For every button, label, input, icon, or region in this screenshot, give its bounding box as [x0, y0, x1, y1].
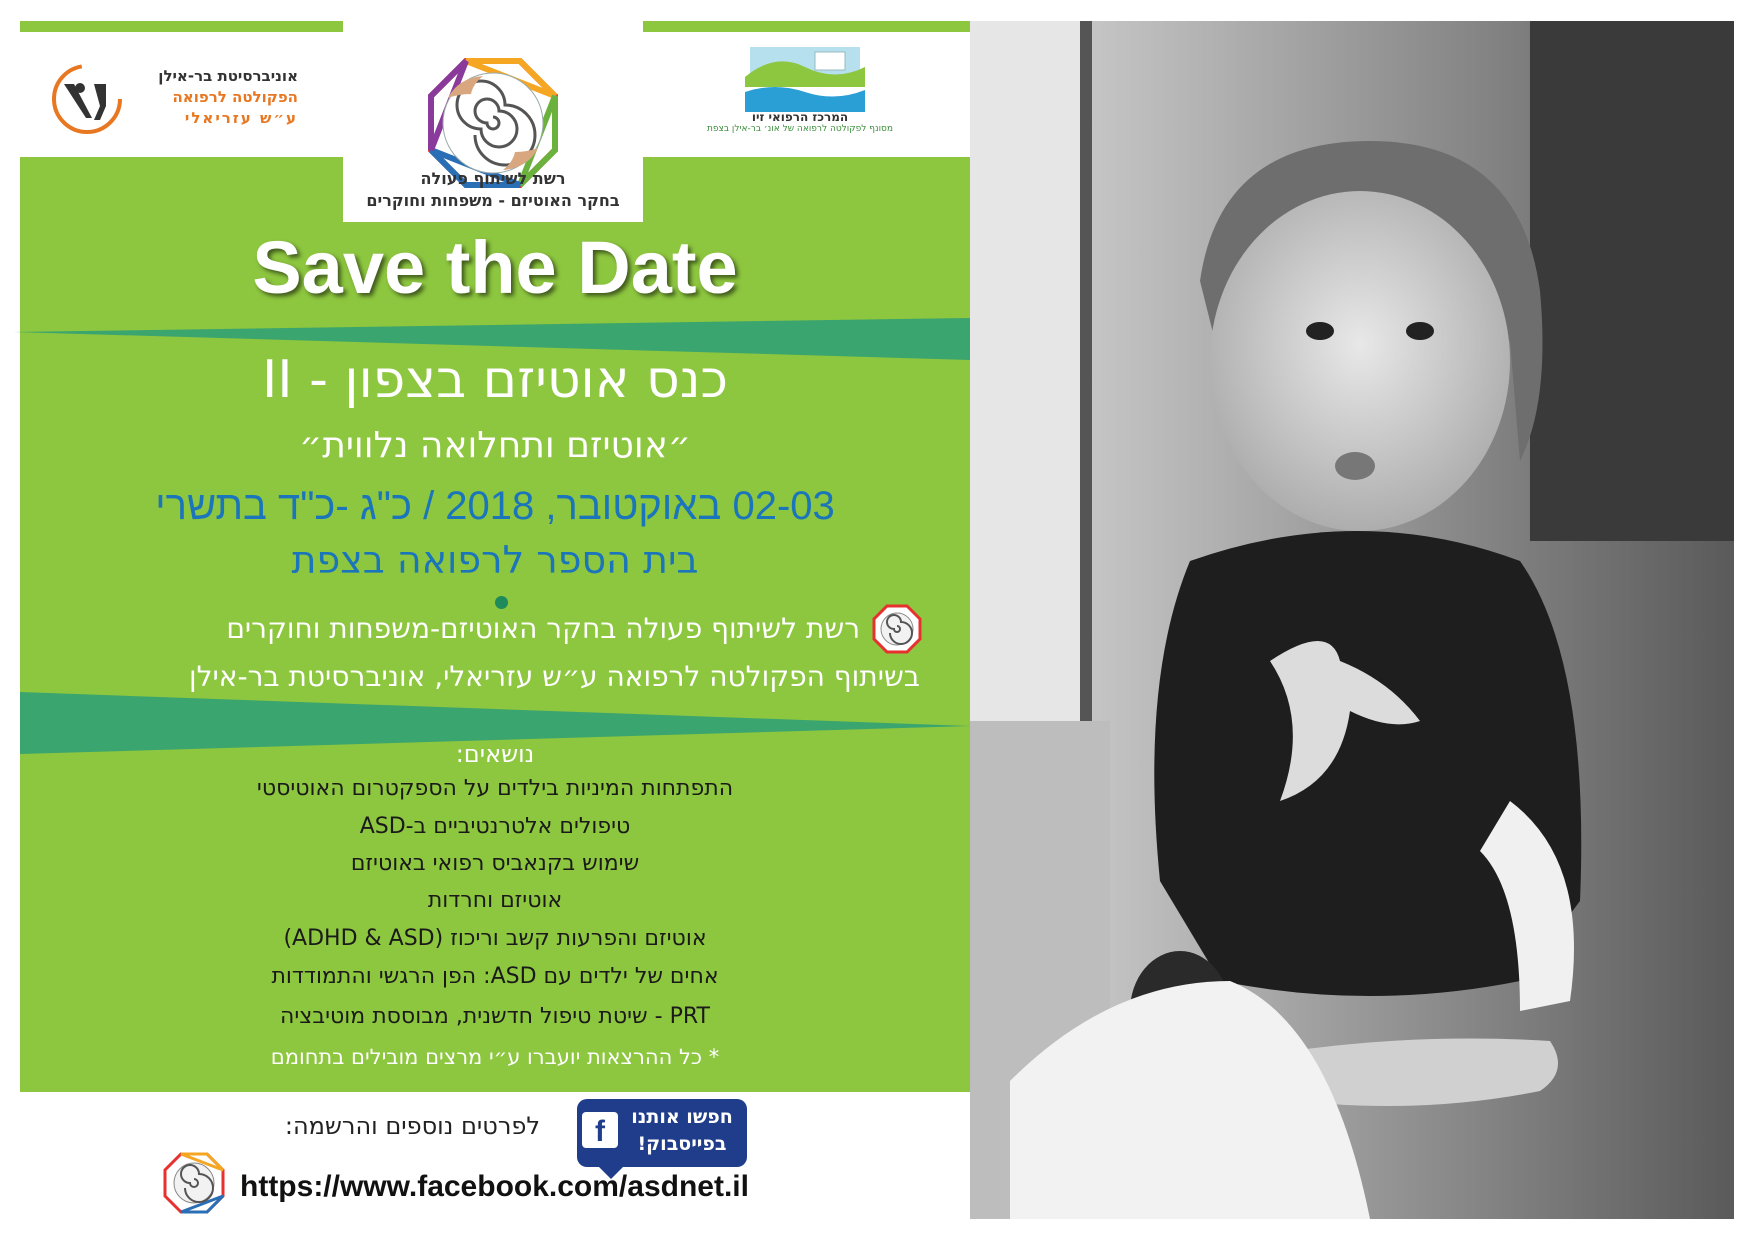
conference-subtitle: ״אוטיזם ותחלואה נלווית״ — [299, 425, 691, 466]
more-info-label: לפרטים נוספים והרשמה: — [284, 1112, 540, 1140]
topics-footnote: * כל ההרצאות יועברו ע״י מרצים מובילים בתחומם — [270, 1045, 720, 1069]
facebook-badge-line-1: חפשו אותנו — [631, 1106, 733, 1128]
network-caption-line-2: בחקר האוטיזם - משפחות וחוקרים — [366, 191, 620, 210]
organizer-line-1: רשת לשיתוף פעולה בחקר האוטיזם-משפחות וחוקרים — [226, 612, 860, 645]
network-footer-logo-icon — [163, 1152, 225, 1214]
topic-item: שימוש בקנאביס רפואי באוטיזם — [350, 851, 640, 876]
topic-item: טיפולים אלטרנטיביים ב-ASD — [359, 814, 631, 839]
facebook-url-link[interactable]: https://www.facebook.com/asdnet.il — [240, 1170, 749, 1203]
top-line-right — [643, 21, 970, 32]
decorative-dot — [495, 596, 508, 609]
facebook-icon: f — [582, 1112, 618, 1148]
network-small-logo-icon — [872, 604, 922, 654]
bar-ilan-logo-icon — [50, 62, 124, 136]
conference-date: 02-03 באוקטובר, 2018 / כ"ג -כ"ד בתשרי — [155, 484, 835, 528]
topic-item: אוטיזם והפרעות קשב וריכוז (ADHD & ASD) — [283, 926, 707, 951]
conference-title: כנס אוטיזם בצפון - II — [261, 350, 729, 410]
network-caption-line-1: רשת לשיתוף פעולה — [420, 169, 566, 188]
organizer-line-2: בשיתוף הפקולטה לרפואה ע״ש עזריאלי, אוניברסיטת בר-אילן — [188, 660, 920, 693]
bar-ilan-text — [138, 66, 298, 129]
topic-item: אוטיזם וחרדות — [427, 888, 563, 913]
topics-title: נושאים: — [455, 740, 535, 768]
topic-item: PRT - שיטת טיפול חדשנית, מבוססת מוטיבציה — [280, 1004, 710, 1029]
bar-ilan-line-3: ע״ש עזריאלי — [184, 109, 298, 127]
conference-location: בית הספר לרפואה בצפת — [291, 538, 699, 582]
ziv-text — [700, 110, 900, 134]
ziv-name: המרכז הרפואי זיו — [751, 110, 849, 124]
topic-item: התפתחות המיניות בילדים על הספקטרום האוטיסטי — [256, 776, 734, 801]
facebook-badge-line-2: בפייסבוק! — [637, 1133, 727, 1155]
ziv-affiliation: מסונף לפקולטה לרפואה של אונ׳ בר-אילן בצפת — [706, 124, 893, 134]
ziv-medical-center-logo-icon — [745, 42, 865, 112]
save-the-date-heading: Save the Date — [252, 226, 738, 309]
bar-ilan-line-1: אוניברסיטת בר-אילן — [158, 67, 298, 85]
child-photo — [970, 21, 1734, 1219]
topic-item: אחים של ילדים עם ASD: הפן הרגשי והתמודדות — [271, 964, 719, 989]
top-line-left — [20, 21, 343, 32]
bar-ilan-line-2: הפקולטה לרפואה — [172, 88, 298, 106]
facebook-badge-text — [622, 1104, 742, 1158]
network-caption — [343, 168, 643, 212]
